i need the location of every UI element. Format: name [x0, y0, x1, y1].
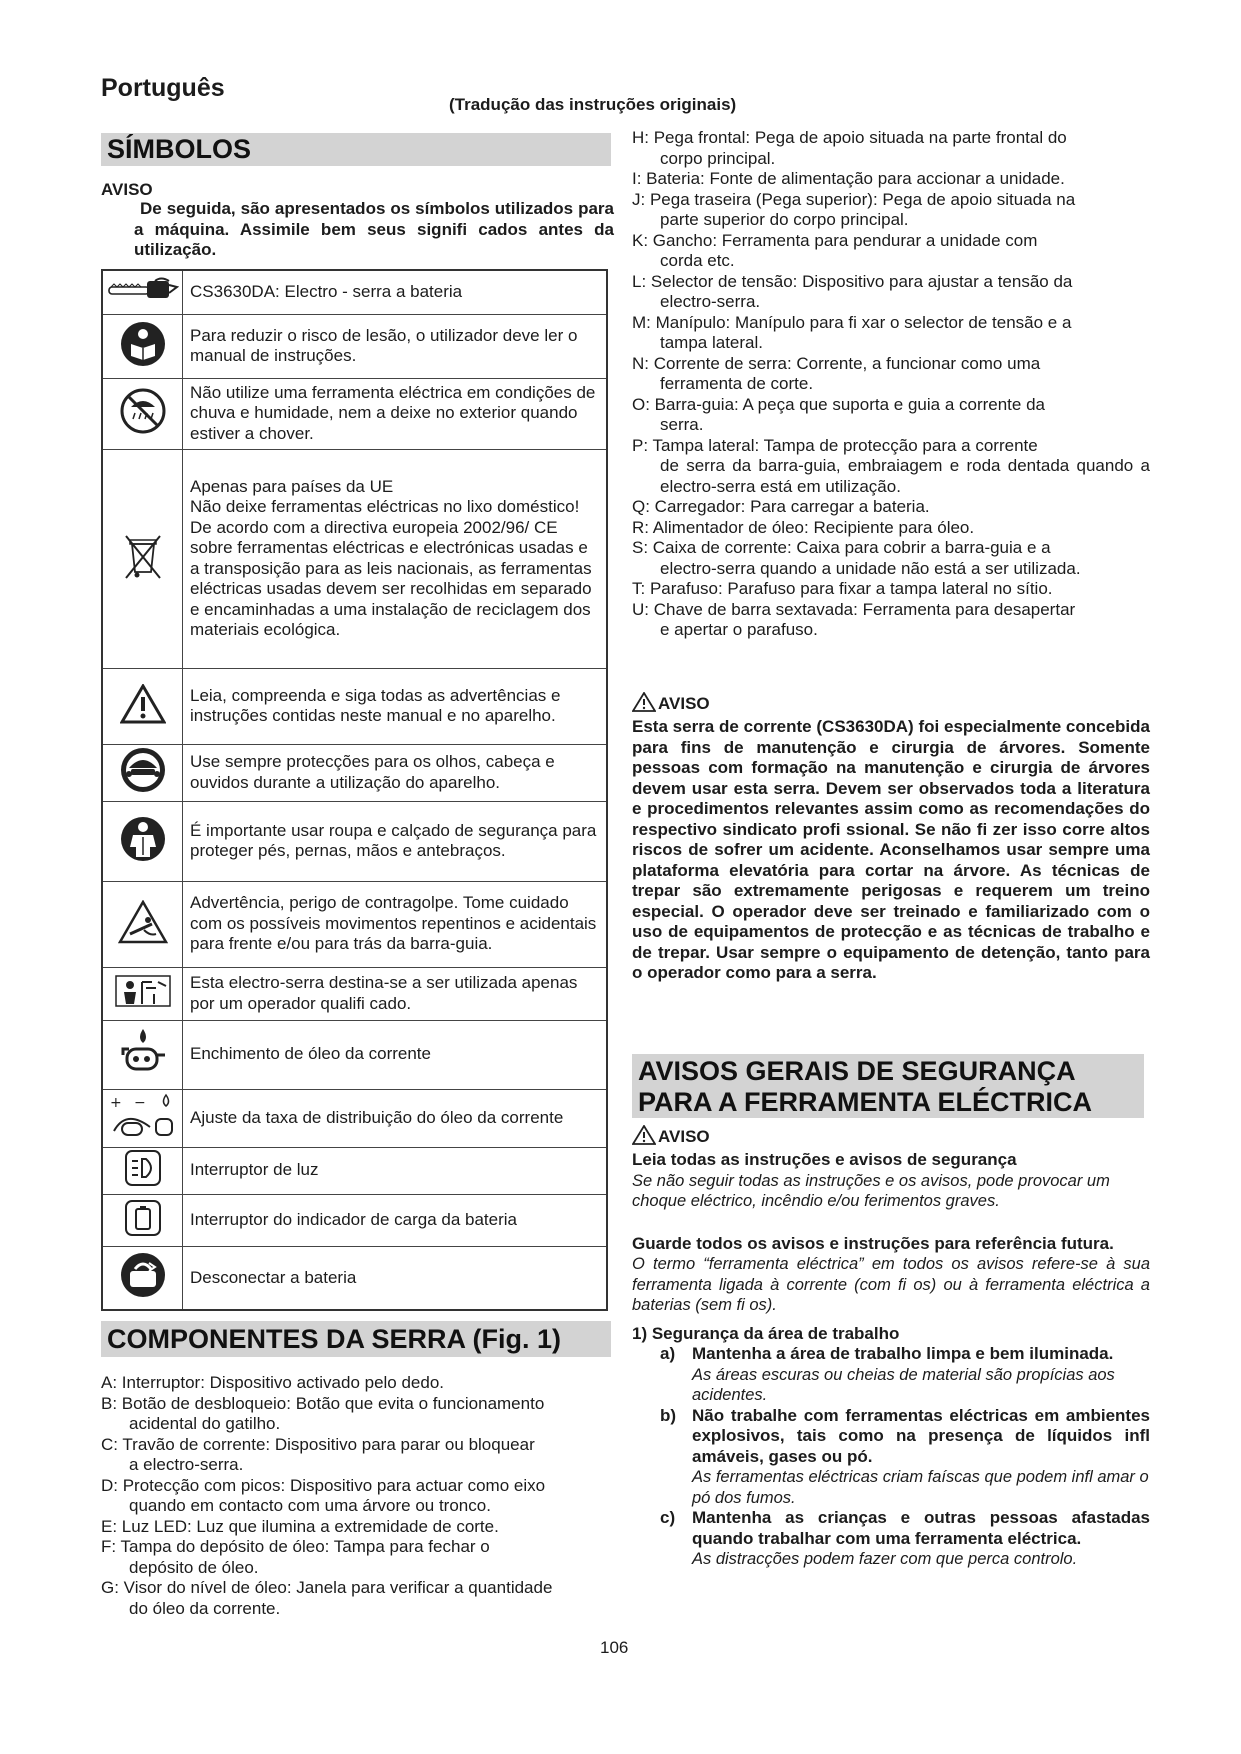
symbol-description: Interruptor de luz [183, 1147, 608, 1194]
work-area-heading: 1) Segurança da área de trabalho [632, 1323, 900, 1343]
symbol-row [102, 270, 607, 314]
component-item [632, 395, 1150, 436]
component-item-text: I: Bateria: Fonte de alimentação para accionar a unidade. [632, 169, 1065, 188]
page-number: 106 [600, 1638, 629, 1657]
component-item-text: T: Parafuso: Parafuso para fixar a tampa lateral no sítio. [632, 579, 1053, 598]
component-item [632, 272, 1150, 313]
symbol-row [102, 378, 607, 449]
keep-instructions: Guarde todos os avisos e instruções para referência futura. [632, 1233, 1114, 1253]
component-item-text: A: Interruptor: Dispositivo activado pelo dedo. [101, 1373, 445, 1392]
component-item-text: G: Visor do nível de óleo: Janela para verificar a quantidade [101, 1578, 553, 1597]
symbol-description: Não utilize uma ferramenta eléctrica em condições de chuva e humidade, nem a deixe no exterior quando estiver a chover. [183, 378, 608, 449]
symbol-row [102, 1194, 607, 1246]
component-item-continuation: electro-serra quando a unidade não está a ser utilizada. [660, 558, 1081, 578]
component-item [101, 1394, 611, 1435]
symbol-row [102, 967, 607, 1020]
general-safety-title-line2: PARA A FERRAMENTA ELÉCTRICA [638, 1087, 1092, 1117]
work-area-item-note: As distracções podem fazer com que perca controlo. [692, 1550, 1078, 1568]
chainsaw-aviso-label: AVISO [658, 694, 710, 713]
component-item [101, 1476, 611, 1517]
chainsaw-aviso-text: Esta serra de corrente (CS3630DA) foi especialmente concebida para fins de manutenção e cirurgia de árvores. Somente pessoas com formação na manutenção e cirurgia de árvores devem usar esta serra. Devem ser observados toda a literatura e procedimentos relevantes assim como as recomendações do respectivo sindicato profi ssional. Se não fi zer isso corre altos riscos de sofrer um acidente. Aconselhamos usar sempre uma plataforma elevatória para cortar na árvore. As técnicas de trepar são extremamente perigosas e requerem um treino especial. O operador deve ser treinado e familiarizado com o uso de equipamentos de protecção e as técnicas de trabalho e de trepar. Usar sempre o equipamento de detenção, tanto para o operador como para a serra. [632, 717, 1150, 982]
translation-subtitle: (Tradução das instruções originais) [449, 95, 737, 114]
component-item-text: P: Tampa lateral: Tampa de protecção para a corrente [632, 435, 1038, 455]
read-all-heading: Leia todas as instruções e avisos de segurança [632, 1150, 1017, 1169]
work-area-item [632, 1508, 1150, 1570]
component-item [632, 518, 1150, 539]
symbol-description: Use sempre protecções para os olhos, cabeça e ouvidos durante a utilização do aparelho. [183, 744, 608, 801]
symbol-row [102, 1020, 607, 1089]
component-item-continuation: electro-serra. [660, 292, 761, 311]
general-safety-title-line1: AVISOS GERAIS DE SEGURANÇA [638, 1056, 1076, 1086]
symbol-description: Apenas para países da UE Não deixe ferramentas eléctricas no lixo doméstico! De acordo com a directiva europeia 2002/96/ CE sobre ferramentas eléctricas e electrónicas usadas e a transposição para as leis nacionais, as ferramentas eléctricas usadas devem ser recolhidas em separado e encaminhadas a uma instalação de reciclagem dos materiais ecológica. [183, 449, 608, 668]
component-item [632, 354, 1150, 395]
component-item-continuation: tampa lateral. [660, 333, 763, 352]
work-area-item-rule: Mantenha a área de trabalho limpa e bem iluminada. [692, 1344, 1114, 1363]
symbol-row [102, 449, 607, 668]
work-area-item-marker: b) [660, 1405, 677, 1425]
component-item [101, 1517, 611, 1538]
component-item [632, 190, 1150, 231]
symbol-description: Enchimento de óleo da corrente [183, 1020, 608, 1089]
symbol-description: CS3630DA: Electro - serra a bateria [183, 270, 608, 314]
warning-triangle-icon [632, 1125, 656, 1150]
component-item-continuation: a electro-serra. [129, 1455, 244, 1474]
symbol-description: Desconectar a bateria [183, 1246, 608, 1310]
symbol-description: Interruptor do indicador de carga da bateria [183, 1194, 608, 1246]
symbol-row [102, 668, 607, 744]
work-area-list [632, 1344, 1150, 1570]
component-item [632, 497, 1150, 518]
component-item-continuation: serra. [660, 415, 704, 434]
work-area-item-rule: Não trabalhe com ferramentas eléctricas em ambientes explosivos, tais como na presença de líquidos infl amáveis, gases ou pó. [692, 1405, 1150, 1466]
components-list-right [632, 128, 1150, 641]
work-area-item [632, 1406, 1150, 1509]
oil-fill-icon [102, 1020, 183, 1089]
component-item-text: D: Protecção com picos: Dispositivo para actuar como eixo [101, 1475, 546, 1495]
component-item-continuation: corda etc. [660, 251, 735, 270]
work-area-item-note: As ferramentas eléctricas criam faíscas que podem infl amar o pó dos fumos. [692, 1468, 1149, 1507]
symbol-row [102, 314, 607, 378]
component-item [632, 600, 1150, 641]
component-item-text: F: Tampa do depósito de óleo: Tampa para fechar o [101, 1537, 490, 1556]
component-item-text: N: Corrente de serra: Corrente, a funcionar como uma [632, 353, 1041, 373]
work-area-item-note: As áreas escuras ou cheias de material são propícias aos acidentes. [692, 1365, 1115, 1404]
warning-triangle-icon [632, 692, 656, 717]
component-item-text: R: Alimentador de óleo: Recipiente para óleo. [632, 517, 975, 537]
symbol-description: Esta electro-serra destina-se a ser utilizada apenas por um operador qualifi cado. [183, 967, 608, 1020]
svg-text:−: − [133, 1094, 146, 1111]
oil-rate-icon [102, 1089, 183, 1147]
component-item [632, 313, 1150, 354]
head-protection-icon [102, 744, 183, 801]
symbol-description: É importante usar roupa e calçado de segurança para proteger pés, pernas, mãos e antebraços. [183, 801, 608, 881]
component-item-text: L: Selector de tensão: Dispositivo para ajustar a tensão da [632, 271, 1073, 291]
warning-triangle-icon [102, 668, 183, 744]
component-item-text: E: Luz LED: Luz que ilumina a extremidade de corte. [101, 1516, 499, 1536]
component-item-text: C: Travão de corrente: Dispositivo para parar ou bloquear [101, 1434, 535, 1454]
component-item-text: H: Pega frontal: Pega de apoio situada na parte frontal do [632, 128, 1067, 147]
work-area-item-marker: c) [660, 1508, 676, 1527]
component-item-text: Q: Carregador: Para carregar a bateria. [632, 497, 930, 516]
component-item-text: J: Pega traseira (Pega superior): Pega de apoio situada na [632, 189, 1076, 209]
component-item [101, 1537, 611, 1578]
component-item-text: B: Botão de desbloqueio: Botão que evita o funcionamento [101, 1393, 545, 1413]
component-item [632, 231, 1150, 272]
read-all-note: Se não seguir todas as instruções e os avisos, pode provocar um choque eléctrico, incêndio e/ou ferimentos graves. [632, 1171, 1110, 1210]
read-manual-icon [102, 314, 183, 378]
symbol-row [102, 881, 607, 967]
component-item-continuation: acidental do gatilho. [129, 1414, 281, 1433]
work-area-item-marker: a) [660, 1344, 676, 1363]
general-safety-title [632, 1054, 1144, 1118]
component-item-continuation: quando em contacto com uma árvore ou tronco. [129, 1496, 491, 1515]
qualified-operator-icon [102, 967, 183, 1020]
component-item-continuation: e apertar o parafuso. [660, 620, 818, 639]
symbol-description: Leia, compreenda e siga todas as advertências e instruções contidas neste manual e no aparelho. [183, 668, 608, 744]
kickback-warning-icon [102, 881, 183, 967]
symbol-description: Para reduzir o risco de lesão, o utilizador deve ler o manual de instruções. [183, 314, 608, 378]
component-item [632, 436, 1150, 498]
components-section-title: COMPONENTES DA SERRA (Fig. 1) [101, 1321, 611, 1357]
symbol-description: Ajuste da taxa de distribuição do óleo da corrente [183, 1089, 608, 1147]
chainsaw-aviso-block [632, 692, 1150, 984]
term-note: O termo “ferramenta eléctrica” em todos os avisos refere-se à sua ferramenta ligada à corrente (com fi os) ou à ferramenta eléctrica a baterias (sem fi os). [632, 1255, 1150, 1314]
component-item [101, 1578, 611, 1619]
component-item-continuation: corpo principal. [660, 148, 776, 168]
component-item-text: S: Caixa de corrente: Caixa para cobrir a barra-guia e a [632, 538, 1051, 557]
component-item [632, 128, 1150, 169]
component-item-text: K: Gancho: Ferramenta para pendurar a unidade com [632, 230, 1038, 250]
symbols-aviso-label: AVISO [101, 180, 153, 199]
symbols-intro: De seguida, são apresentados os símbolos utilizados para a máquina. Assimile bem seus signifi cados antes da utilização. [134, 199, 614, 259]
svg-text:+: + [109, 1094, 122, 1111]
general-safety-body [632, 1125, 1150, 1570]
component-item-continuation: ferramenta de corte. [660, 374, 814, 393]
language-heading: Português [101, 74, 225, 102]
general-aviso-label: AVISO [658, 1127, 710, 1146]
component-item-text: O: Barra-guia: A peça que suporta e guia a corrente da [632, 394, 1045, 414]
symbols-table [101, 269, 608, 1311]
protective-clothing-icon [102, 801, 183, 881]
symbol-row [102, 1147, 607, 1194]
component-item-continuation: depósito de óleo. [129, 1557, 259, 1577]
symbols-section-title: SÍMBOLOS [101, 133, 611, 166]
symbol-description: Advertência, perigo de contragolpe. Tome cuidado com os possíveis movimentos repentinos e acidentais para frente e/ou para trás da barra-guia. [183, 881, 608, 967]
component-item-continuation: do óleo da corrente. [129, 1598, 281, 1618]
component-item [101, 1435, 611, 1476]
component-item-text: U: Chave de barra sextavada: Ferramenta para desapertar [632, 599, 1076, 619]
work-area-item [632, 1344, 1150, 1406]
component-item-continuation: de serra da barra-guia, embraiagem e roda dentada quando a electro-serra está em utilização. [660, 456, 1150, 496]
component-item [632, 579, 1150, 600]
crossed-bin-icon [102, 449, 183, 668]
component-item [101, 1373, 611, 1394]
battery-indicator-icon [102, 1194, 183, 1246]
work-area-item-rule: Mantenha as crianças e outras pessoas afastadas quando trabalhar com uma ferramenta eléctrica. [692, 1508, 1150, 1548]
light-switch-icon [102, 1147, 183, 1194]
symbol-row [102, 1246, 607, 1310]
chainsaw-icon [102, 270, 183, 314]
symbol-row [102, 801, 607, 881]
component-item [632, 169, 1150, 190]
symbol-row [102, 1089, 607, 1147]
disconnect-battery-icon [102, 1246, 183, 1310]
symbol-row [102, 744, 607, 801]
component-item [632, 538, 1150, 579]
components-list-left [101, 1373, 611, 1619]
component-item-continuation: parte superior do corpo principal. [660, 210, 909, 229]
component-item-text: M: Manípulo: Manípulo para fi xar o selector de tensão e a [632, 312, 1072, 332]
no-rain-icon [102, 378, 183, 449]
